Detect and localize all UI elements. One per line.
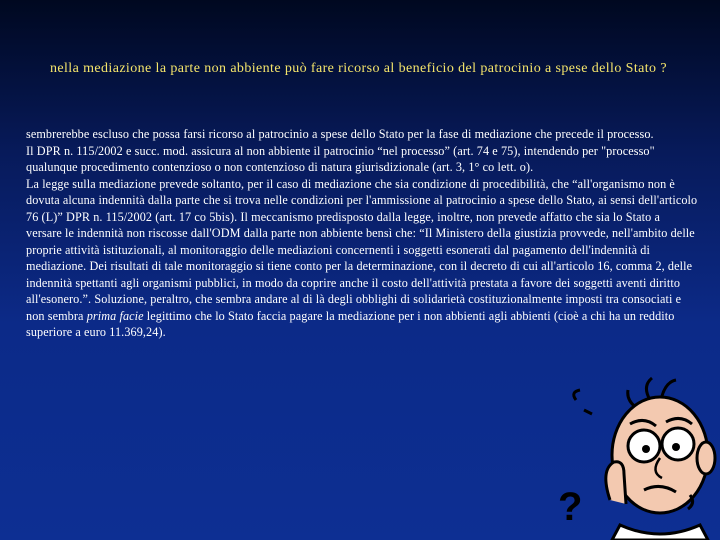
paragraph-1: sembrerebbe escluso che possa farsi ricorso al patrocinio a spese dello Stato per la fase di mediazione che precede il processo.: [26, 127, 654, 141]
paragraph-2: Il DPR n. 115/2002 e succ. mod. assicura al non abbiente il patrocinio “nel processo” (art. 74 e 75), intendendo per "processo" qualunque procedimento contenzioso o non contenzioso di natura giurisdizionale (art. 3, 1° co lett. o).: [26, 143, 655, 174]
italic-phrase: prima facie: [86, 308, 144, 323]
paragraph-3-main: La legge sulla mediazione prevede soltanto, per il caso di mediazione che sia condizione di procedibilità, che “all'organismo non è dovuta alcuna indennità dalla parte che si trova nelle condizioni per l'ammissione al patrocinio a spese dello Stato, ai sensi dell'articolo 76 (L)” DPR n. 115/2002 (art. 17 co 5bis). Il meccanismo predisposto dalla legge, inoltre, non prevede affatto che sia lo Stato a versare le indennità non riscosse dall'ODM dalla parte non abbiente bensì che: “Il Ministero della giustizia provvede, nell'ambito delle proprie attività istituzionali, al monitoraggio delle mediazioni concernenti i soggetti esonerati dal pagamento dell'indennità di mediazione. Dei risultati di tale monitoraggio si tiene conto per la determinazione, con il decreto di cui all'articolo 16, comma 2, delle indennità spettanti agli organismi pubblici, in modo da coprire anche il costo dell'attività prestata a favore dei soggetti aventi diritto all'esonero.”. Soluzione, peraltro, che sembra andare al di là degli obblighi di solidarietà costituzionalmente imposti tra consociati e non sembra: [26, 176, 698, 323]
confused-man-icon: [540, 360, 720, 540]
paragraph-3: [26, 176, 698, 341]
paragraph-3-tail: legittimo che lo Stato faccia pagare la mediazione per i non abbienti agli abbienti (cioè a chi ha un reddito superiore a euro 11.369,24).: [26, 308, 675, 339]
slide-body: [26, 126, 698, 341]
question-mark-icon: ?: [558, 485, 583, 529]
slide-title: nella mediazione la parte non abbiente può fare ricorso al beneficio del patrocinio a spese dello Stato ?: [50, 61, 667, 76]
